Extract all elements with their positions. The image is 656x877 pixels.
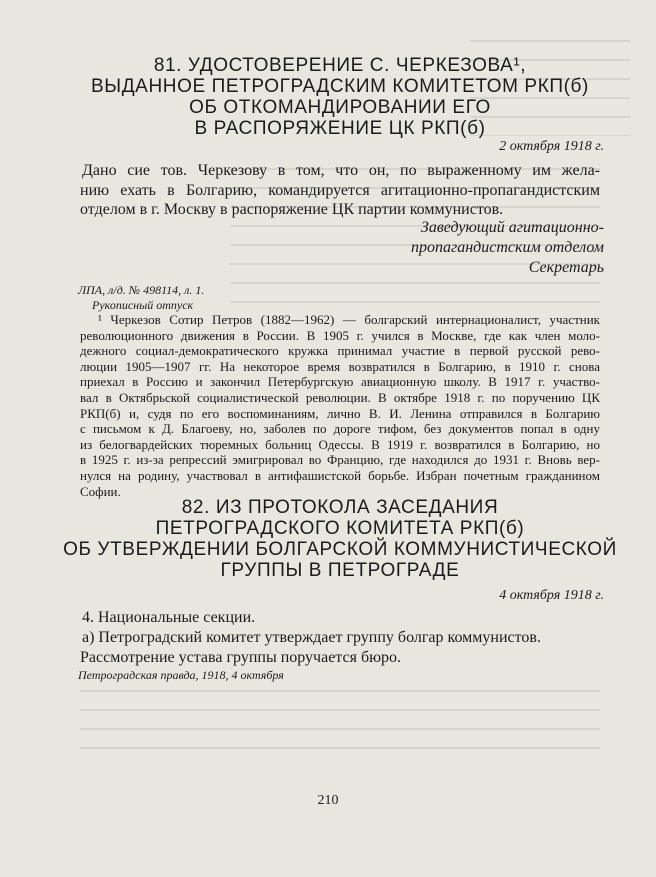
footnote-line: революционного движения в России. В 1905 г. учился в Москве, где как член моло- [80,327,600,343]
doc81-title-line: В РАСПОРЯЖЕНИЕ ЦК РКП(б) [194,118,486,139]
doc81-body-line: нию ехать в Болгарию, командируется агитационно-пропагандистским [80,181,600,199]
doc81-title-line: ОБ ОТКОМАНДИРОВАНИИ ЕГО [189,97,491,118]
footnote-line: люции 1905—1907 гг. На некоторое время возвратился в Болгарию, в 1910 г. снова [80,358,600,374]
footnote-line: РКП(б) и, судя по его воспоминаниям, лично В. И. Ленина отправился в Болгарию [80,405,600,421]
footnote-line: из белогвардейских тюремных больниц Одессы. В 1919 г. возвратился в Болгарию, но [80,436,600,452]
page-number: 210 [317,793,339,808]
doc81-footnote [80,312,600,499]
footnote-line: ¹ Черкезов Сотир Петров (1882—1962) — болгарский интернационалист, участник [98,312,600,327]
doc82-body-line: Рассмотрение устава группы поручается бюро. [80,649,402,666]
doc81-body [80,161,600,220]
footnote-line: нулся на родину, участвовал в антифашистской борьбе. Избран почетным гражданином [80,467,600,483]
doc82-body [80,608,600,668]
signature-line: Заведующий агитационно- [420,219,604,236]
signature-line: Секретарь [528,259,604,276]
doc81-title-line: 81. УДОСТОВЕРЕНИЕ С. ЧЕРКЕЗОВА¹, [153,55,527,76]
doc81-title [60,55,620,139]
bleed-through-block-bottom [80,690,600,750]
doc82-date: 4 октября 1918 г. [499,588,604,603]
doc81-archive-reference [78,283,204,313]
archive-line: ЛПА, л/д. № 498114, л. 1. [78,283,205,297]
doc82-source: Петроградская правда, 1918, 4 октября [78,668,284,682]
doc82-title [60,497,620,581]
footnote-line: приехал в Россию и закончил Петербургскую авиационную школу. В 1917 г. участво- [80,374,600,390]
doc82-title-line: ГРУППЫ В ПЕТРОГРАДЕ [220,560,460,581]
footnote-line: с письмом к Д. Благоеву, но, заболев по дороге тифом, без документов попал в одну [80,421,600,437]
footnote-line: дежного социал-демократического кружка принимал участие в первой русской рево- [80,343,600,359]
doc82-body-line: а) Петроградский комитет утверждает группу болгар коммунистов. [82,629,541,646]
doc81-date: 2 октября 1918 г. [499,139,604,154]
doc82-title-line: ОБ УТВЕРЖДЕНИИ БОЛГАРСКОЙ КОММУНИСТИЧЕСКОЙ [63,539,617,560]
doc81-body-line: отделом в г. Москву в распоряжение ЦК партии коммунистов. [80,201,504,218]
doc81-body-line: Дано сие тов. Черкезову в том, что он, по выраженному им жела- [82,162,600,179]
archive-line: Рукописный отпуск [92,298,194,312]
doc82-title-line: ПЕТРОГРАДСКОГО КОМИТЕТА РКП(б) [155,518,525,539]
doc81-title-line: ВЫДАННОЕ ПЕТРОГРАДСКИМ КОМИТЕТОМ РКП(б) [91,76,589,97]
footnote-line: вал в Октябрьской социалистической революции. В октябре 1918 г. по поручению ЦК [80,389,600,405]
footnote-line: Софии. [80,483,121,499]
doc82-title-line: 82. ИЗ ПРОТОКОЛА ЗАСЕДАНИЯ [181,497,499,518]
doc81-signature [411,218,604,278]
signature-line: пропагандистским отделом [410,239,604,256]
footnote-line: в 1925 г. из-за репрессий эмигрировал во Францию, где находился до 1931 г. Вновь вер- [80,452,600,468]
section-heading: 4. Национальные секции. [82,609,256,626]
